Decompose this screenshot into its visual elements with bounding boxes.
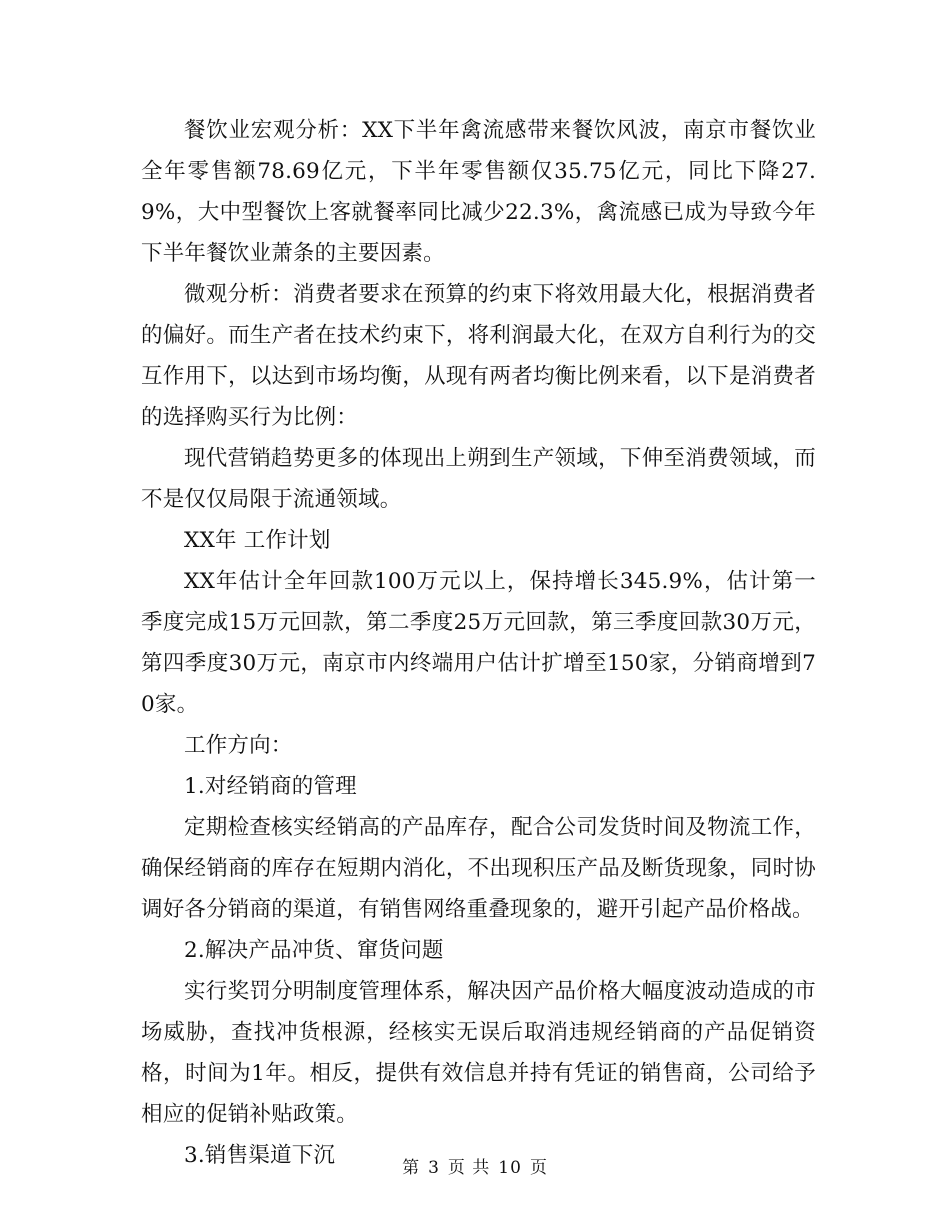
paragraph-cross-selling: 实行奖罚分明制度管理体系，解决因产品价格大幅度波动造成的市场威胁，查找冲货根源，经核实无误后取消违规经销商的产品促销资格，时间为1年。相反，提供有效信息并持有凭证的销售商，公司给予相应的促销补贴政策。 [141,979,816,1127]
item-heading-distributor-management: 1.对经销商的管理 [184,774,357,799]
item-heading-channel-sinking: 3.销售渠道下沉 [184,1143,336,1168]
footer-middle: 页 共 [447,1158,491,1178]
page-number-footer [0,1153,950,1178]
footer-suffix: 页 [529,1158,548,1178]
footer-current-page: 3 [428,1158,440,1178]
item-heading-cross-selling: 2.解决产品冲货、窜货问题 [184,938,444,963]
paragraph-marketing-trend: 现代营销趋势更多的体现出上朔到生产领域，下伸至消费领域，而不是仅仅局限于流通领域。 [141,446,816,512]
paragraph-micro-analysis: 微观分析：消费者要求在预算的约束下将效用最大化，根据消费者的偏好。而生产者在技术约束下，将利润最大化，在双方自利行为的交互作用下，以达到市场均衡，从现有两者均衡比例来看，以下是消费者的选择购买行为比例： [141,282,816,430]
paragraph-payment-targets: XX年估计全年回款100万元以上，保持增长345.9%，估计第一季度完成15万元回款，第二季度25万元回款，第三季度回款30万元，第四季度30万元，南京市内终端用户估计扩增至150家，分销商增到70家。 [141,569,816,717]
paragraph-distributor-management: 定期检查核实经销高的产品库存，配合公司发货时间及物流工作，确保经销商的库存在短期内消化，不出现积压产品及断货现象，同时协调好各分销商的渠道，有销售网络重叠现象的，避开引起产品价格战。 [141,815,816,922]
section-heading-work-direction: 工作方向： [184,733,293,758]
document-body [141,110,816,1176]
footer-total-pages: 10 [498,1158,522,1178]
paragraph-macro-analysis: 餐饮业宏观分析：XX下半年禽流感带来餐饮风波，南京市餐饮业全年零售额78.69亿元，下半年零售额仅35.75亿元，同比下降27.9%，大中型餐饮上客就餐率同比减少22.3%，禽流感已成为导致今年下半年餐饮业萧条的主要因素。 [141,118,816,266]
footer-prefix: 第 [402,1158,421,1178]
section-heading-work-plan: XX年 工作计划 [184,528,331,553]
